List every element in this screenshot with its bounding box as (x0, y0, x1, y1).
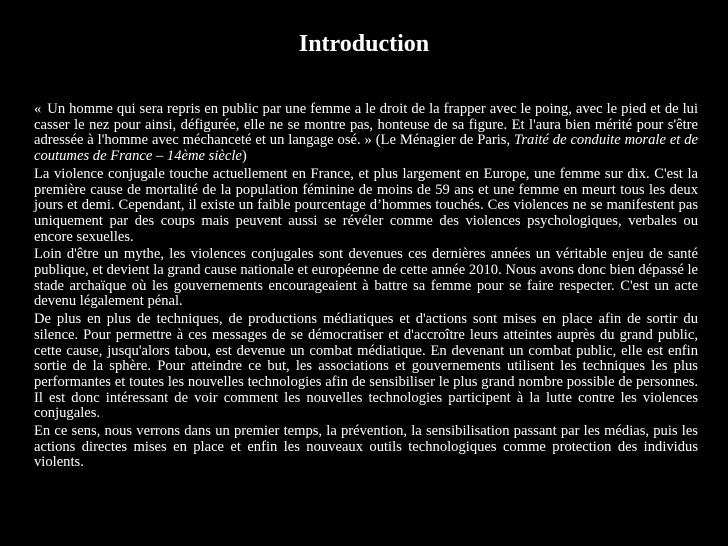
paragraph-outline: En ce sens, nous verrons dans un premier temps, la prévention, la sensibilisation passant par les médias, puis les actions directes mises en place et enfin les nouveaux outils technologiques comme protection des individus violents. (34, 423, 698, 471)
quote-source-close: ) (241, 148, 247, 165)
paragraph-public-health: Loin d'être un mythe, les violences conjugales sont devenues ces dernières années un véritable enjeu de santé publique, et devient la grand cause nationale et européenne de cette année 2010. Nous avons donc bien dépassé le stade archaïque où les gouvernements encourageaient à battre sa femme pour se faire respecter. C'est un acte devenu légalement pénal. (34, 246, 698, 310)
paragraph-media-techniques: De plus en plus de techniques, de productions médiatiques et d'actions sont mises en place afin de sortir du silence. Pour permettre à ces messages de se démocratiser et d'accroître leurs atteintes auprès du grand public, cette cause, jusqu'alors tabou, est devenue un combat médiatique. En devenant un combat public, elle est enfin sortie de la sphère. Pour atteindre ce but, les associations et gouvernements utilisent les techniques les plus performantes et toutes les nouvelles technologies afin de sensibiliser le plus grand nombre possible de personnes. Il est donc intéressant de voir comment les nouvelles technologies participent à la lutte contre les violences conjugales. (34, 311, 698, 422)
slide-body (34, 102, 698, 473)
quote-source-title: Traité de conduite morale et de coutumes de France – 14ème siècle (34, 132, 699, 165)
slide-title: Introduction (298, 31, 430, 57)
paragraph-statistics: La violence conjugale touche actuellement en France, et plus largement en Europe, une femme sur dix. C'est la première cause de mortalité de la population féminine de moins de 59 ans et une femme en meurt tous les deux jours et demi. Cependant, il existe un faible pourcentage d’hommes touchés. Ces violences ne se manifestent pas uniquement par des coups mais peuvent aussi se révéler comme des violences psychologiques, verbales ou encore sexuelles. (34, 165, 698, 245)
opening-quote-mark: « (34, 101, 42, 117)
paragraph-quote (34, 102, 698, 165)
quote-text: Un homme qui sera repris en public par une femme a le droit de la frapper avec le poing, avec le pied et de lui casser le nez pour ainsi, défigurée, elle ne se montre pas, honteuse de sa figure. Et l'aura bien mérité pour s'être adressée à l'homme avec méchanceté et un langage osé. » (Le Ménagier de Paris, (34, 101, 698, 149)
